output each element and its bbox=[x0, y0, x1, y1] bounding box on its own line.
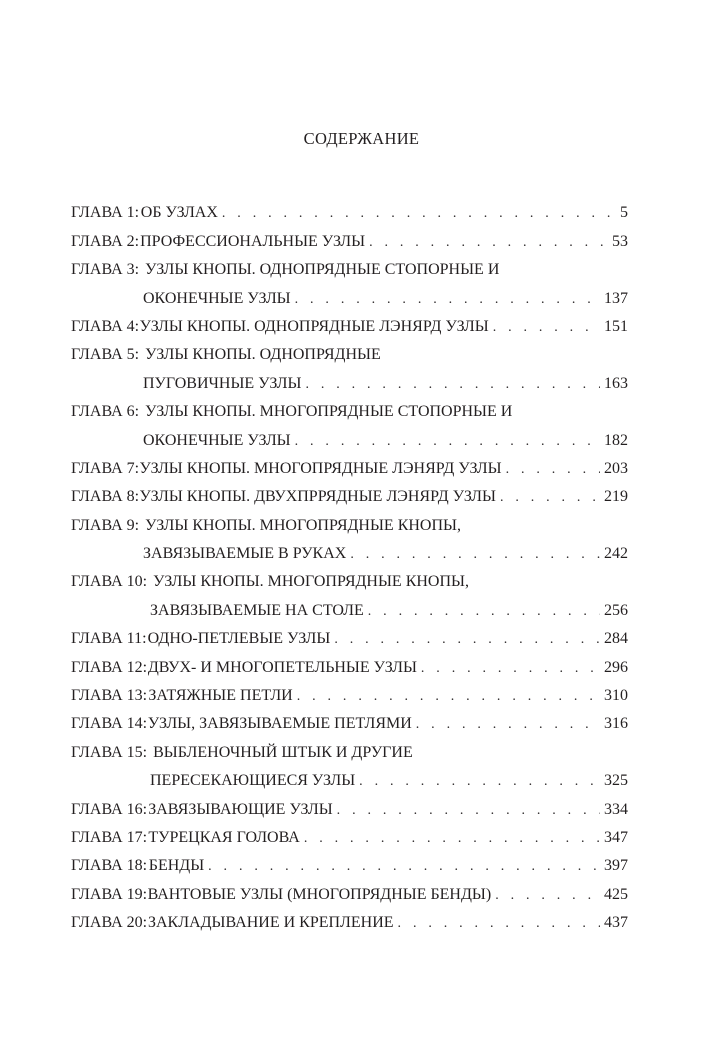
page-number: 203 bbox=[604, 459, 628, 477]
dot-leader bbox=[208, 859, 600, 875]
chapter-number: ГЛАВА 5: bbox=[71, 346, 140, 364]
chapter-title: УЗЛЫ КНОПЫ. ОДНОПРЯДНЫЕ СТОПОРНЫЕ И bbox=[145, 261, 500, 279]
chapter-title: УЗЛЫ, ЗАВЯЗЫВАЕМЫЕ ПЕТЛЯМИ bbox=[147, 715, 412, 733]
chapter-number: ГЛАВА 16: bbox=[71, 800, 148, 818]
toc-entry-9[interactable] bbox=[71, 506, 628, 563]
toc-entry-17[interactable] bbox=[71, 819, 628, 847]
dot-leader bbox=[369, 235, 608, 251]
dot-leader bbox=[495, 888, 600, 904]
chapter-number: ГЛАВА 17: bbox=[71, 828, 148, 846]
chapter-number: ГЛАВА 14: bbox=[71, 715, 148, 733]
dot-leader bbox=[337, 803, 600, 819]
dot-leader bbox=[416, 717, 600, 733]
page-number: 256 bbox=[604, 601, 628, 619]
chapter-title: УЗЛЫ КНОПЫ. МНОГОПРЯДНЫЕ КНОПЫ, bbox=[153, 573, 469, 591]
dot-leader bbox=[304, 831, 600, 847]
toc-entry-16[interactable] bbox=[71, 790, 628, 818]
page-number: 137 bbox=[604, 289, 628, 307]
chapter-number: ГЛАВА 13: bbox=[71, 687, 148, 705]
chapter-number: ГЛАВА 4: bbox=[71, 317, 140, 335]
chapter-title: УЗЛЫ КНОПЫ. МНОГОПРЯДНЫЕ ЛЭНЯРД УЗЛЫ bbox=[139, 459, 502, 477]
dot-leader bbox=[297, 689, 600, 705]
toc-entry-4[interactable] bbox=[71, 308, 628, 336]
chapter-title: ЗАВЯЗЫВАЮЩИЕ УЗЛЫ bbox=[148, 800, 333, 818]
dot-leader bbox=[359, 774, 600, 790]
chapter-number: ГЛАВА 8: bbox=[71, 488, 140, 506]
page-number: 284 bbox=[604, 630, 628, 648]
dot-leader bbox=[295, 292, 600, 308]
chapter-title: ПРОФЕССИОНАЛЬНЫЕ УЗЛЫ bbox=[140, 232, 366, 250]
chapter-title: БЕНДЫ bbox=[148, 857, 205, 875]
toc-entry-3[interactable] bbox=[71, 251, 628, 308]
toc-entry-12[interactable] bbox=[71, 648, 628, 676]
page-number: 242 bbox=[604, 545, 628, 563]
dot-leader bbox=[222, 206, 616, 222]
toc-list bbox=[71, 194, 628, 932]
chapter-title-continued: ЗАВЯЗЫВАЕМЫЕ НА СТОЛЕ bbox=[150, 601, 364, 619]
chapter-number: ГЛАВА 9: bbox=[71, 516, 140, 534]
chapter-number: ГЛАВА 3: bbox=[71, 261, 140, 279]
page-number: 334 bbox=[604, 800, 628, 818]
dot-leader bbox=[305, 377, 600, 393]
chapter-title: ТУРЕЦКАЯ ГОЛОВА bbox=[148, 828, 300, 846]
chapter-title-continued: ЗАВЯЗЫВАЕМЫЕ В РУКАХ bbox=[143, 545, 347, 563]
chapter-number: ГЛАВА 15: bbox=[71, 743, 148, 761]
chapter-title: ВАНТОВЫЕ УЗЛЫ (МНОГОПРЯДНЫЕ БЕНДЫ) bbox=[147, 885, 492, 903]
page-number: 316 bbox=[604, 715, 628, 733]
chapter-title: ВЫБЛЕНОЧНЫЙ ШТЫК И ДРУГИЕ bbox=[153, 743, 413, 761]
toc-entry-20[interactable] bbox=[71, 904, 628, 932]
chapter-number: ГЛАВА 19: bbox=[71, 885, 148, 903]
chapter-number: ГЛАВА 18: bbox=[71, 857, 148, 875]
chapter-title: УЗЛЫ КНОПЫ. МНОГОПРЯДНЫЕ КНОПЫ, bbox=[145, 516, 461, 534]
toc-entry-18[interactable] bbox=[71, 847, 628, 875]
page-number: 182 bbox=[604, 431, 628, 449]
toc-entry-2[interactable] bbox=[71, 222, 628, 250]
chapter-title: УЗЛЫ КНОПЫ. МНОГОПРЯДНЫЕ СТОПОРНЫЕ И bbox=[145, 403, 513, 421]
dot-leader bbox=[334, 632, 600, 648]
chapter-number: ГЛАВА 6: bbox=[71, 403, 140, 421]
page-number: 296 bbox=[604, 658, 628, 676]
toc-entry-19[interactable] bbox=[71, 875, 628, 903]
toc-entry-14[interactable] bbox=[71, 705, 628, 733]
page-number: 397 bbox=[604, 857, 628, 875]
chapter-title-continued: ОКОНЕЧНЫЕ УЗЛЫ bbox=[143, 289, 291, 307]
dot-leader bbox=[500, 490, 600, 506]
chapter-title: УЗЛЫ КНОПЫ. ДВУХПРРЯДНЫЕ ЛЭНЯРД УЗЛЫ bbox=[139, 488, 496, 506]
page-number: 5 bbox=[620, 204, 628, 222]
toc-entry-10[interactable] bbox=[71, 563, 628, 620]
chapter-title: ДВУХ- И МНОГОПЕТЕЛЬНЫЕ УЗЛЫ bbox=[147, 658, 417, 676]
chapter-title: ЗАКЛАДЫВАНИЕ И КРЕПЛЕНИЕ bbox=[147, 914, 394, 932]
toc-entry-8[interactable] bbox=[71, 478, 628, 506]
dot-leader bbox=[398, 916, 600, 932]
toc-entry-13[interactable] bbox=[71, 677, 628, 705]
dot-leader bbox=[506, 462, 600, 478]
chapter-number: ГЛАВА 20: bbox=[71, 914, 148, 932]
chapter-number: ГЛАВА 2: bbox=[71, 232, 140, 250]
page-number: 219 bbox=[604, 488, 628, 506]
toc-entry-1[interactable] bbox=[71, 194, 628, 222]
page-number: 437 bbox=[604, 914, 628, 932]
toc-entry-6[interactable] bbox=[71, 393, 628, 450]
chapter-title: ЗАТЯЖНЫЕ ПЕТЛИ bbox=[148, 687, 293, 705]
chapter-number: ГЛАВА 11: bbox=[71, 630, 147, 648]
page-number: 325 bbox=[604, 772, 628, 790]
dot-leader bbox=[295, 434, 600, 450]
dot-leader bbox=[421, 661, 600, 677]
dot-leader bbox=[493, 320, 600, 336]
chapter-title-continued: ПУГОВИЧНЫЕ УЗЛЫ bbox=[143, 374, 302, 392]
chapter-title: УЗЛЫ КНОПЫ. ОДНОПРЯДНЫЕ ЛЭНЯРД УЗЛЫ bbox=[139, 317, 489, 335]
chapter-title: ОДНО-ПЕТЛЕВЫЕ УЗЛЫ bbox=[147, 630, 331, 648]
dot-leader bbox=[350, 547, 600, 563]
page-number: 53 bbox=[612, 232, 628, 250]
page-number: 347 bbox=[604, 828, 628, 846]
toc-entry-15[interactable] bbox=[71, 733, 628, 790]
chapter-title-continued: ПЕРЕСЕКАЮЩИЕСЯ УЗЛЫ bbox=[150, 772, 356, 790]
page-number: 151 bbox=[604, 317, 628, 335]
chapter-title: УЗЛЫ КНОПЫ. ОДНОПРЯДНЫЕ bbox=[145, 346, 381, 364]
chapter-number: ГЛАВА 10: bbox=[71, 573, 148, 591]
toc-entry-5[interactable] bbox=[71, 336, 628, 393]
toc-entry-11[interactable] bbox=[71, 620, 628, 648]
chapter-number: ГЛАВА 7: bbox=[71, 459, 140, 477]
page-title: СОДЕРЖАНИЕ bbox=[303, 129, 420, 148]
dot-leader bbox=[368, 604, 600, 620]
chapter-title-continued: ОКОНЕЧНЫЕ УЗЛЫ bbox=[143, 431, 291, 449]
page-number: 425 bbox=[604, 885, 628, 903]
page-number: 310 bbox=[604, 687, 628, 705]
toc-entry-7[interactable] bbox=[71, 450, 628, 478]
chapter-number: ГЛАВА 12: bbox=[71, 658, 148, 676]
page-number: 163 bbox=[604, 374, 628, 392]
chapter-number: ГЛАВА 1: bbox=[71, 204, 140, 222]
chapter-title: ОБ УЗЛАХ bbox=[140, 204, 218, 222]
